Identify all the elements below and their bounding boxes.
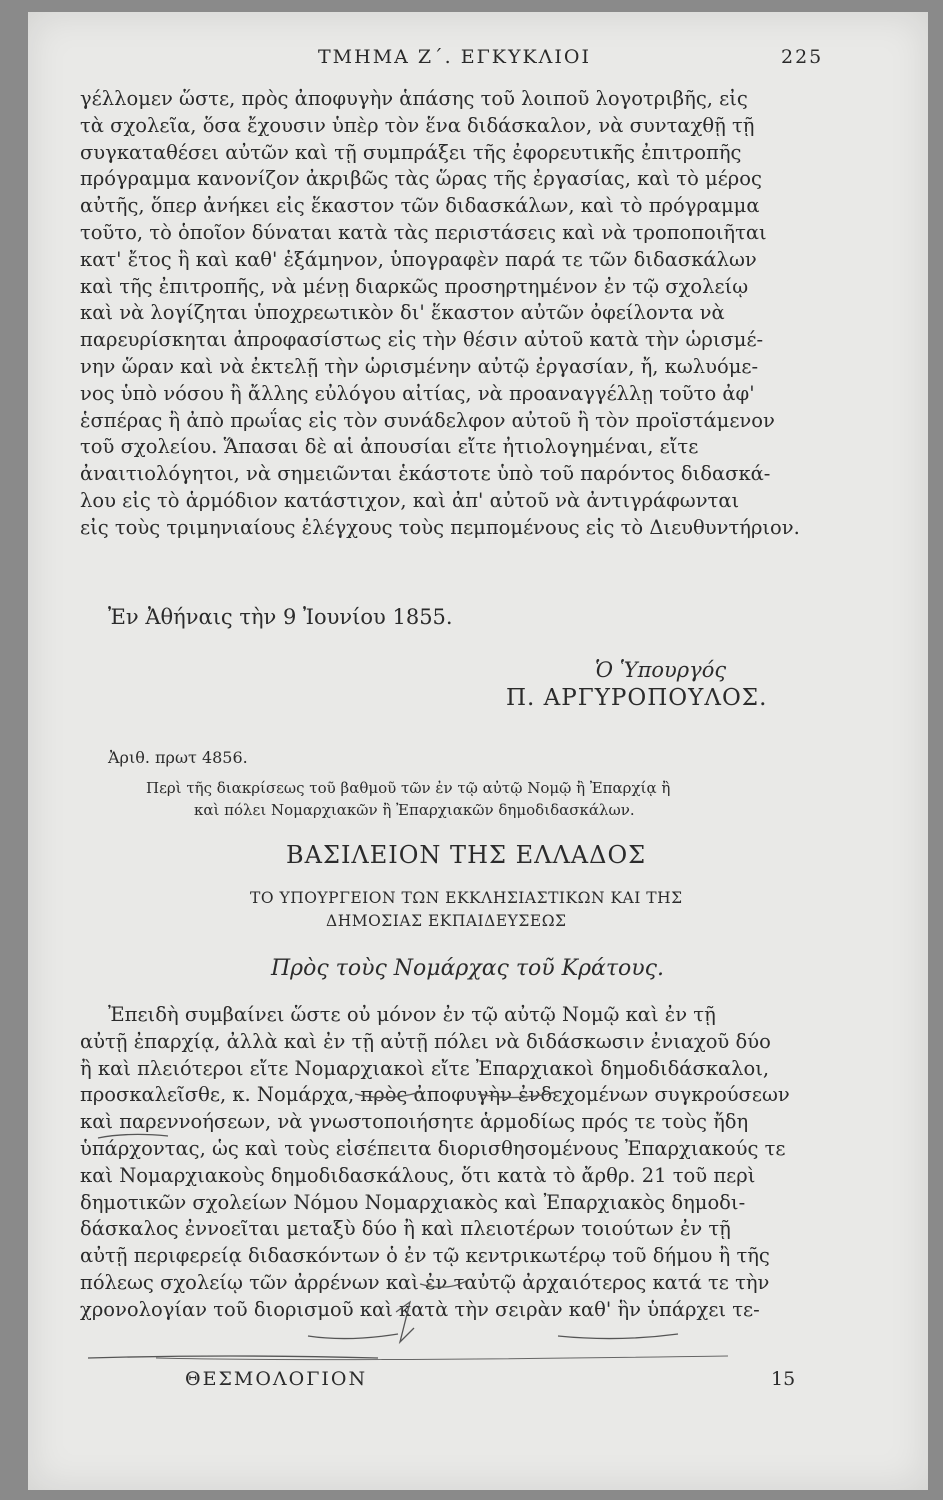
text-line: παρευρίσκηται ἀπροφασίστως εἰς τὴν θέσιν αὐτοῦ κατὰ τὴν ὡρισμέ- — [80, 328, 764, 352]
addressee-line: Πρὸς τοὺς Νομάρχας τοῦ Κράτους. — [271, 956, 664, 981]
date-line: Ἐν Ἀθήναις τὴν 9 Ἰουνίου 1855. — [108, 605, 453, 629]
protocol-number: Ἀριθ. πρωτ 4856. — [108, 748, 248, 767]
running-header: ΤΜΗΜΑ Ζ΄. ΕΓΚΥΚΛΙΟΙ — [318, 46, 591, 68]
text-line: τὰ σχολεῖα, ὅσα ἔχουσιν ὑπὲρ τὸν ἕνα διδάσκαλον, νὰ συνταχθῇ τῇ — [80, 113, 755, 137]
text-line: δάσκαλος ἐννοεῖται μεταξὺ δύο ἢ καὶ πλειοτέρων τοιούτων ἐν τῇ — [80, 1217, 731, 1241]
footer-title: ΘΕΣΜΟΛΟΓΙΟΝ — [185, 1368, 368, 1390]
pencil-underline-7 — [88, 1356, 378, 1358]
ministry-heading-2: ΔΗΜΟΣΙΑΣ ΕΚΠΑΙΔΕΥΣΕΩΣ — [326, 912, 567, 930]
text-line: προσκαλεῖσθε, κ. Νομάρχα, πρὸς ἀποφυγὴν ἐνδεχομένων συγκρούσεων — [80, 1083, 790, 1107]
ministry-heading-1: ΤΟ ΥΠΟΥΡΓΕΙΟΝ ΤΩΝ ΕΚΚΛΗΣΙΑΣΤΙΚΩΝ ΚΑΙ ΤΗΣ — [250, 889, 683, 907]
text-line: συγκαταθέσει αὐτῶν καὶ τῇ συμπράξει τῆς ἐφορευτικῆς ἐπιτροπῆς — [80, 140, 742, 164]
text-line: καὶ Νομαρχιακοὺς δημοδιδασκάλους, ὅτι κατὰ τὸ ἄρθρ. 21 τοῦ περὶ — [80, 1163, 756, 1187]
text-line: Ἐπειδὴ συμβαίνει ὥστε οὐ μόνον ἐν τῷ αὐτῷ Νομῷ καὶ ἐν τῇ — [108, 1003, 716, 1026]
text-line: δημοτικῶν σχολείων Νόμου Νομαρχιακὸς καὶ Ἐπαρχιακὸς δημοδι- — [80, 1190, 746, 1214]
pencil-underline-3 — [98, 1134, 168, 1138]
footer-signature-number: 15 — [771, 1368, 796, 1390]
pencil-underline-2 — [478, 1092, 556, 1098]
pencil-marks — [28, 12, 928, 1490]
text-line: νος ὑπὸ νόσου ἢ ἄλλης εὐλόγου αἰτίας, νὰ προαναγγέλλῃ τοῦτο ἀφ' — [80, 381, 755, 405]
pencil-slash-1 — [396, 1302, 414, 1342]
pencil-underline-6 — [558, 1334, 678, 1339]
subject-line-2: καὶ πόλει Νομαρχιακῶν ἢ Ἐπαρχιακῶν δημοδιδασκάλων. — [194, 801, 635, 819]
text-line: καὶ νὰ λογίζηται ὑποχρεωτικὸν δι' ἕκαστον αὐτῶν ὀφείλοντα νὰ — [80, 301, 725, 325]
text-line: αὐτῇ περιφερείᾳ διδασκόντων ὁ ἐν τῷ κεντρικωτέρῳ τοῦ δήμου ἢ τῆς — [80, 1244, 770, 1268]
text-line: κατ' ἔτος ἢ καὶ καθ' ἑξάμηνον, ὑπογραφὲν παρά τε τῶν διδασκάλων — [80, 247, 757, 271]
signature-name: Π. ΑΡΓΥΡΟΠΟΥΛΟΣ. — [506, 685, 768, 711]
text-line: πρόγραμμα κανονίζον ἀκριβῶς τὰς ὥρας τῆς ἐργασίας, καὶ τὸ μέρος — [80, 167, 762, 191]
text-line: χρονολογίαν τοῦ διορισμοῦ καὶ κατὰ τὴν σειρὰν καθ' ἣν ὑπάρχει τε- — [80, 1297, 760, 1321]
pencil-underline-1 — [355, 1092, 420, 1098]
text-line: ἑσπέρας ἢ ἀπὸ πρωΐας εἰς τὸν συνάδελφον αὐτοῦ ἢ τὸν προϊστάμενον — [80, 408, 775, 432]
text-line: πόλεως σχολείῳ τῶν ἀρρένων καὶ ἐν ταὐτῷ ἀρχαιότερος κατά τε τὴν — [80, 1270, 770, 1294]
page-number: 225 — [781, 46, 824, 68]
text-line: ἀναιτιολόγητοι, νὰ σημειῶνται ἑκάστοτε ὑπὸ τοῦ παρόντος διδασκά- — [80, 462, 771, 486]
text-line: ἢ καὶ πλειότεροι εἴτε Νομαρχιακοὶ εἴτε Ἐπαρχιακοὶ δημοδιδάσκαλοι, — [80, 1056, 770, 1080]
text-line: καὶ τῆς ἐπιτροπῆς, νὰ μένῃ διαρκῶς προσηρτημένον ἐν τῷ σχολείῳ — [80, 274, 749, 298]
text-line: τοῦτο, τὸ ὁποῖον δύναται κατὰ τὰς περιστάσεις καὶ νὰ τροποποιῆται — [80, 220, 767, 244]
signature-title: Ὁ Ὑπουργός — [595, 658, 727, 682]
text-line: εἰς τοὺς τριμηνιαίους ἐλέγχους τοὺς πεμπομένους εἰς τὸ Διευθυντήριον. — [80, 515, 800, 539]
text-line: αὐτῇ ἐπαρχίᾳ, ἀλλὰ καὶ ἐν τῇ αὐτῇ πόλει νὰ διδάσκωσιν ἐνιαχοῦ δύο — [80, 1029, 771, 1053]
text-line: γέλλομεν ὥστε, πρὸς ἀποφυγὴν ἁπάσης τοῦ λοιποῦ λογοτριβῆς, εἰς — [80, 87, 748, 110]
pencil-underline-4 — [420, 1280, 468, 1287]
subject-line-1: Περὶ τῆς διακρίσεως τοῦ βαθμοῦ τῶν ἐν τῷ αὐτῷ Νομῷ ἢ Ἐπαρχίᾳ ἢ — [146, 779, 671, 797]
document-page — [28, 12, 928, 1490]
pencil-underline-5 — [308, 1334, 398, 1339]
text-line: αὐτῆς, ὅπερ ἀνήκει εἰς ἕκαστον τῶν διδασκάλων, καὶ τὸ πρόγραμμα — [80, 194, 760, 218]
kingdom-heading: ΒΑΣΙΛΕΙΟΝ ΤΗΣ ΕΛΛΑΔΟΣ — [286, 841, 647, 869]
text-line: καὶ παρεννοήσεων, νὰ γνωστοποιήσητε ἁρμοδίως πρός τε τοὺς ἤδη — [80, 1110, 749, 1134]
text-line: νην ὥραν καὶ νὰ ἐκτελῇ τὴν ὡρισμένην αὐτῷ ἐργασίαν, ἤ, κωλυόμε- — [80, 354, 759, 378]
text-line: ὑπάρχοντας, ὡς καὶ τοὺς εἰσέπειτα διορισθησομένους Ἐπαρχιακούς τε — [80, 1136, 786, 1160]
text-line: λου εἰς τὸ ἁρμόδιον κατάστιχον, καὶ ἀπ' αὐτοῦ νὰ ἀντιγράφωνται — [80, 488, 740, 512]
text-line: τοῦ σχολείου. Ἅπασαι δὲ αἱ ἀπουσίαι εἴτε ἠτιολογημέναι, εἴτε — [80, 435, 699, 459]
